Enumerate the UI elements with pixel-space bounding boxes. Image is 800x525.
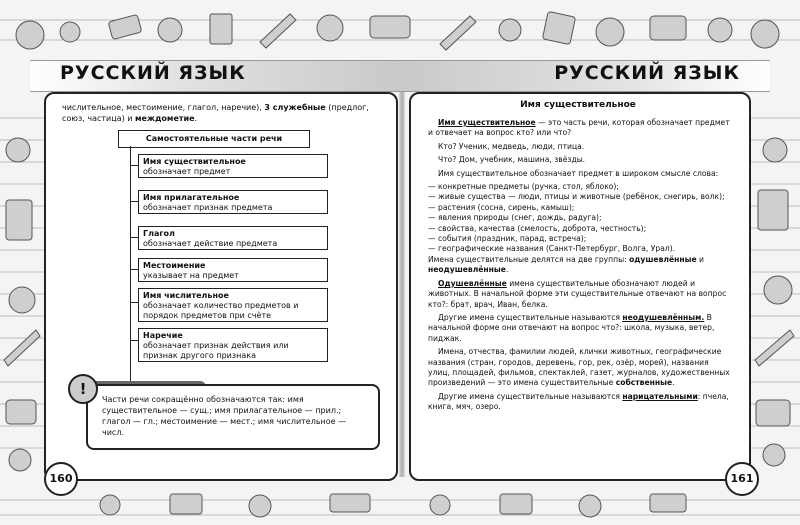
animate-text: имена существительные обозначают людей и животных. В начальной форме эти существительные отвечают на вопрос кто?: брат, врач, Иван, белка.: [428, 278, 727, 309]
node-desc: указывает на предмет: [143, 271, 239, 280]
abbreviation-note-text: Части речи сокращённо обозначаются так: имя существительное — сущ.; имя прилагательное — прил.; глагол — гл.; местоимение — мест.; имя числительное — числ.: [102, 395, 347, 437]
node-desc: обозначает действие предмета: [143, 239, 278, 248]
book-gutter: [399, 92, 405, 477]
tree-node-numeral: [138, 288, 328, 322]
node-title: Имя прилагательное: [143, 193, 240, 202]
left-page: [44, 92, 398, 481]
groups-paragraph: [428, 255, 732, 276]
tree-node-verb: [138, 226, 328, 250]
example-what: Что? Дом, учебник, машина, звёзды.: [438, 155, 586, 165]
tree-node-adverb: [138, 328, 328, 362]
proper-text: Имена, отчества, фамилии людей, клички животных, географические названия (стран, городов, деревень, гор, рек, озёр, морей), названия улиц, площадей, фильмов, спектаклей, газет, журналов, художественных произведений — это имена существительные: [428, 347, 730, 388]
groups-term-inanimate: неодушевлённые: [428, 265, 506, 275]
intro-text: числительное, местоимение, глагол, наречие),: [62, 103, 265, 112]
tree-branch: [130, 165, 138, 166]
tree-node-adjective: [138, 190, 328, 214]
intro-bold-service-parts: 3 служебные: [264, 103, 326, 112]
example-who: Кто? Ученик, медведь, люди, птица.: [438, 141, 585, 151]
animate-paragraph: [428, 279, 732, 310]
tree-node-pronoun: [138, 258, 328, 282]
page-number-left: 160: [44, 462, 78, 496]
common-text: Другие имена существительные называются: [438, 391, 623, 401]
node-desc: обозначает предмет: [143, 167, 231, 176]
groups-text-mid: и: [696, 254, 704, 264]
exclamation-icon: !: [68, 374, 98, 404]
tree-branch: [130, 201, 138, 202]
right-page-body: [428, 118, 732, 416]
left-running-title: РУССКИЙ ЯЗЫК: [60, 62, 246, 84]
list-item: — события (праздник, парад, встреча);: [428, 234, 587, 244]
proper-nouns-paragraph: [428, 347, 732, 389]
common-term: нарицательными: [622, 391, 698, 401]
node-desc: обозначает количество предметов и порядок предметов при счёте: [143, 301, 299, 320]
tree-root-box: Самостоятельные части речи: [118, 130, 310, 148]
page-number-right: 161: [725, 462, 759, 496]
definition-text: — это часть речи, которая обозначает предмет и отвечает на вопрос кто? или что?: [428, 118, 730, 138]
groups-text: Имена существительные делятся на две группы:: [428, 254, 630, 264]
right-running-title: РУССКИЙ ЯЗЫК: [554, 62, 740, 84]
broad-sense-paragraph: Имя существительное обозначает предмет в широком смысле слова:: [438, 168, 719, 178]
intro-bold-interjection: междометие: [135, 114, 195, 123]
definition-term: Имя существительное: [438, 118, 536, 127]
list-item: — географические названия (Санкт-Петербург, Волга, Урал).: [428, 244, 676, 254]
inanimate-paragraph: [428, 313, 732, 344]
groups-text-end: .: [505, 265, 509, 275]
animate-term: Одушевлённые: [438, 278, 507, 288]
definition-paragraph: [428, 118, 732, 139]
node-title: Имя числительное: [143, 291, 229, 300]
list-item: — живые существа — люди, птицы и животные (ребёнок, снегирь, волк);: [428, 192, 725, 202]
list-item: — растения (сосна, сирень, камыш);: [428, 202, 575, 212]
inanimate-text-rest: В начальной форме они отвечают на вопрос что?: школа, музыка, ветер, пиджак.: [428, 312, 715, 343]
common-text-rest: : пчела, книга, мяч, озеро.: [428, 391, 729, 412]
node-title: Имя существительное: [143, 157, 246, 166]
proper-text-end: .: [672, 378, 675, 388]
common-nouns-paragraph: [428, 392, 732, 413]
inanimate-term: неодушевлённым.: [622, 312, 705, 322]
list-item: — явления природы (снег, дождь, радуга);: [428, 213, 602, 223]
inanimate-text: Другие имена существительные называются: [438, 312, 623, 322]
tree-branch: [130, 302, 138, 303]
list-item: — свойства, качества (смелость, доброта, честность);: [428, 223, 647, 233]
node-title: Наречие: [143, 331, 183, 340]
node-title: Местоимение: [143, 261, 206, 270]
intro-text-end: .: [194, 114, 198, 123]
node-desc: обозначает признак предмета: [143, 203, 273, 212]
intro-text-mid: (предлог, союз, частица) и: [62, 103, 369, 123]
tree-branch: [130, 340, 138, 341]
groups-term-animate: одушевлённые: [629, 254, 697, 264]
proper-term: собственные: [615, 378, 673, 388]
section-heading: Имя существительное: [520, 100, 636, 110]
node-desc: обозначает признак действия или признак другого признака: [143, 341, 289, 360]
tree-branch: [130, 269, 138, 270]
list-item: — конкретные предметы (ручка, стол, яблоко);: [428, 182, 619, 192]
tree-branch: [130, 237, 138, 238]
intro-paragraph: [62, 102, 382, 124]
node-title: Глагол: [143, 229, 175, 238]
tree-node-noun: [138, 154, 328, 178]
